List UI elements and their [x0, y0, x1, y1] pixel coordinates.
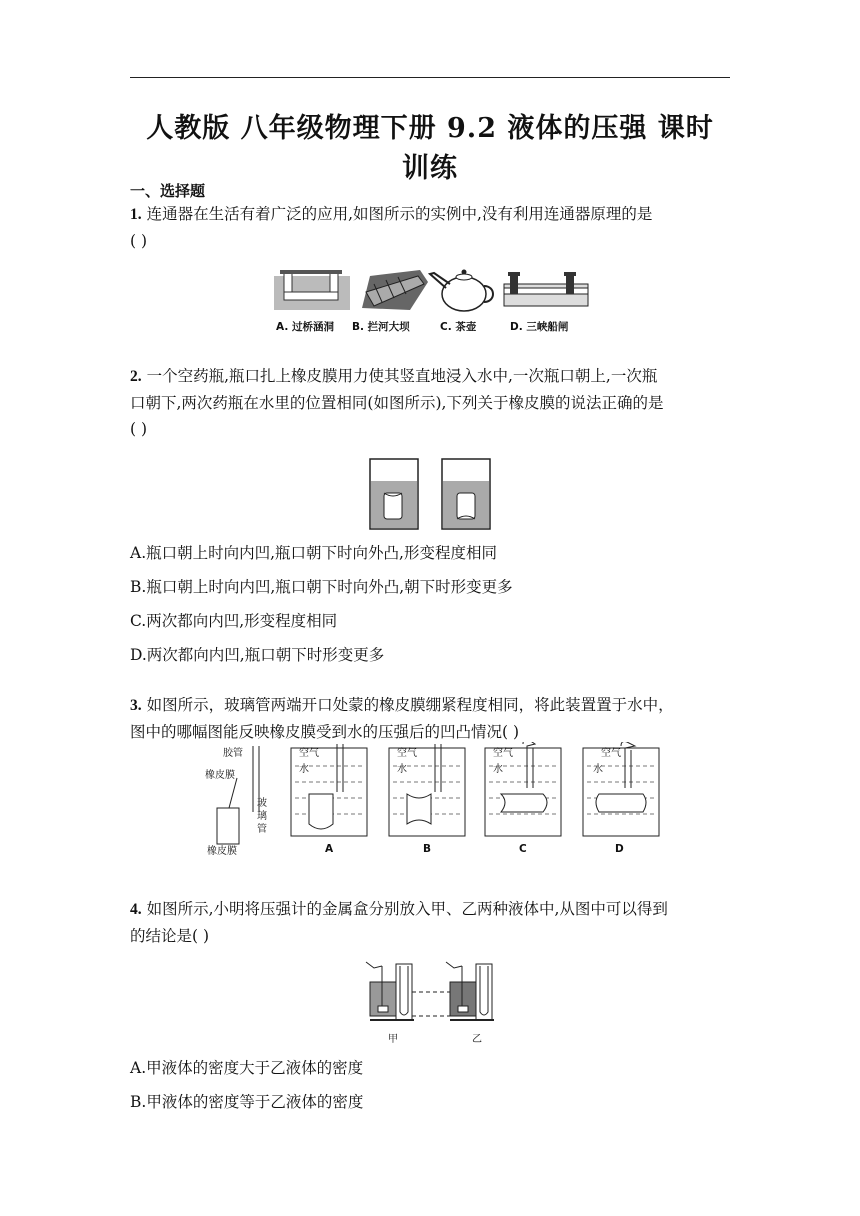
pressure-gauge-jia: [366, 962, 414, 1020]
q2-option-a: A.瓶口朝上时向内凹,瓶口朝下时向外凸,形变程度相同: [130, 544, 497, 562]
caption-yi: 乙: [472, 1034, 482, 1045]
label-glass-1: 玻: [257, 798, 267, 809]
caption-b: B. 拦河大坝: [352, 321, 410, 333]
svg-text:水: 水: [593, 764, 603, 775]
question-text-line2: 图中的哪幅图能反映橡皮膜受到水的压强后的凹凸情况( ): [130, 723, 520, 741]
beaker-b: [389, 744, 465, 855]
question-text-line2: 口朝下,两次药瓶在水里的位置相同(如图所示),下列关于橡皮膜的说法正确的是: [130, 394, 664, 412]
question-number: 2.: [130, 368, 142, 385]
question-text: 连通器在生活有着广泛的应用,如图所示的实例中,没有利用连通器原理的是: [146, 205, 653, 223]
q2-option-c: C.两次都向内凹,形变程度相同: [130, 612, 338, 630]
caption-d: D: [615, 843, 624, 855]
svg-text:空气: 空气: [397, 748, 417, 759]
page-title: 人教版 八年级物理下册 9.2 液体的压强 课时: [146, 113, 714, 144]
label-water: 水: [299, 764, 309, 775]
question-text-line2: 的结论是( ): [130, 927, 210, 945]
answer-paren: ( ): [130, 420, 148, 438]
pressure-gauge-yi: [446, 962, 494, 1020]
question-text-line1: 一个空药瓶,瓶口扎上橡皮膜用力使其竖直地浸入水中,一次瓶口朝上,一次瓶: [146, 367, 658, 385]
question-number: 3.: [130, 697, 142, 714]
dam-image: [362, 270, 428, 310]
label-glass-2: 璃: [257, 811, 267, 822]
beaker-d: [583, 742, 659, 855]
question-text-line1: 如图所示,小明将压强计的金属盒分别放入甲、乙两种液体中,从图中可以得到: [146, 900, 668, 918]
answer-paren: ( ): [130, 232, 148, 250]
apparatus-diagram: [205, 746, 267, 857]
q2-option-d: D.两次都向内凹,瓶口朝下时形变更多: [130, 646, 385, 664]
svg-text:水: 水: [397, 764, 407, 775]
svg-text:空气: 空气: [493, 748, 513, 759]
q4-figure: [352, 958, 512, 1048]
beaker-c: [485, 742, 561, 855]
question-number: 4.: [130, 901, 142, 918]
ship-lock-image: [504, 272, 588, 306]
beaker-bottle-up: [370, 459, 418, 529]
q2-figure: [366, 457, 496, 533]
q1-figure: [270, 262, 590, 338]
question-3: [130, 692, 730, 745]
caption-a: A. 过桥涵洞: [276, 321, 334, 333]
q4-option-a: A.甲液体的密度大于乙液体的密度: [130, 1059, 364, 1077]
caption-b: B: [423, 843, 432, 855]
culvert-image: [274, 270, 350, 310]
caption-c: C. 茶壶: [440, 321, 477, 333]
label-glass-3: 管: [257, 824, 267, 835]
header-rule: [130, 77, 730, 78]
question-2: [130, 363, 730, 442]
page-title-continued: 训练: [402, 153, 458, 184]
label-membrane: 橡皮膜: [205, 770, 235, 781]
label-membrane-bottom: 橡皮膜: [207, 846, 237, 857]
teapot-image: [430, 270, 493, 312]
caption-d: D. 三峡船闸: [510, 321, 569, 333]
caption-jia: 甲: [388, 1034, 398, 1045]
svg-text:空气: 空气: [601, 748, 621, 759]
q2-option-b: B.瓶口朝上时向内凹,瓶口朝下时向外凸,朝下时形变更多: [130, 578, 513, 596]
q4-option-b: B.甲液体的密度等于乙液体的密度: [130, 1093, 364, 1111]
question-number: 1.: [130, 206, 142, 223]
beaker-a: [291, 744, 367, 855]
label-air: 空气: [299, 748, 319, 759]
question-1: [130, 201, 730, 254]
label-tube: 胶管: [223, 748, 243, 759]
caption-a: A: [325, 843, 334, 855]
svg-text:水: 水: [493, 764, 503, 775]
beaker-bottle-down: [442, 459, 490, 529]
section-heading: 一、选择题: [130, 182, 206, 200]
question-4: [130, 896, 730, 949]
question-text-line1: 如图所示，玻璃管两端开口处蒙的橡皮膜绷紧程度相同，将此装置置于水中，: [146, 696, 674, 714]
q3-figure: [195, 742, 665, 858]
caption-c: C: [519, 843, 527, 855]
